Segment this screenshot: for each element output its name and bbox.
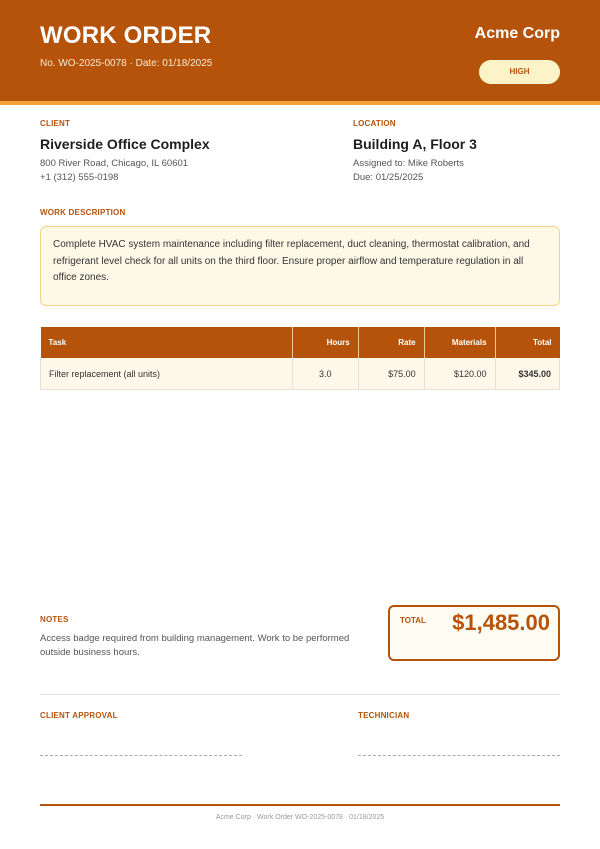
technician-signature-line — [358, 755, 560, 756]
due-date: Due: 01/25/2025 — [353, 172, 424, 183]
task-table — [40, 327, 560, 390]
task-cell: Filter replacement (all units) — [41, 358, 293, 390]
notes-text: Access badge required from building management. Work to be performed outside business hours. — [40, 633, 350, 658]
column-header-task: Task — [41, 327, 293, 358]
grand-total-box — [388, 605, 560, 661]
column-header-total: Total — [495, 327, 559, 358]
table-header-row — [41, 327, 560, 358]
client-approval-label: CLIENT APPROVAL — [40, 711, 118, 720]
column-header-rate: Rate — [358, 327, 424, 358]
footer-rule — [40, 804, 560, 806]
column-header-hours: Hours — [292, 327, 358, 358]
grand-total-amount: $1,485.00 — [452, 610, 550, 635]
footer-text: Acme Corp · Work Order WO-2025-0078 · 01/18/2025 — [215, 814, 385, 821]
client-phone: +1 (312) 555-0198 — [40, 172, 119, 183]
row-total-cell: $345.00 — [495, 358, 559, 390]
rate-cell: $75.00 — [358, 358, 424, 390]
column-header-materials: Materials — [424, 327, 495, 358]
location-label: LOCATION — [353, 119, 396, 128]
assigned-to: Assigned to: Mike Roberts — [353, 158, 464, 169]
work-description-box — [40, 226, 560, 306]
grand-total-label: TOTAL — [400, 616, 426, 625]
materials-cell: $120.00 — [424, 358, 495, 390]
work-description-text: Complete HVAC system maintenance including filter replacement, duct cleaning, thermostat calibration, and refrigerant level check for all units on the third floor. Ensure proper airflow and temperature regulation in all office zones. — [53, 239, 530, 283]
client-address: 800 River Road, Chicago, IL 60601 — [40, 158, 189, 169]
document-title: WORK ORDER — [40, 22, 212, 49]
client-signature-line — [40, 755, 242, 756]
divider — [40, 694, 560, 695]
location-name: Building A, Floor 3 — [353, 136, 477, 152]
header-band — [0, 0, 600, 105]
table-row — [41, 358, 560, 390]
technician-label: TECHNICIAN — [358, 711, 410, 720]
company-name: Acme Corp — [474, 25, 560, 42]
hours-cell: 3.0 — [292, 358, 358, 390]
client-name: Riverside Office Complex — [40, 136, 210, 152]
work-order-number-date: No. WO-2025-0078 · Date: 01/18/2025 — [40, 58, 213, 69]
work-description-label: WORK DESCRIPTION — [40, 208, 126, 217]
client-label: CLIENT — [40, 119, 71, 128]
priority-badge: HIGH — [479, 60, 560, 84]
notes-label: NOTES — [40, 615, 69, 624]
